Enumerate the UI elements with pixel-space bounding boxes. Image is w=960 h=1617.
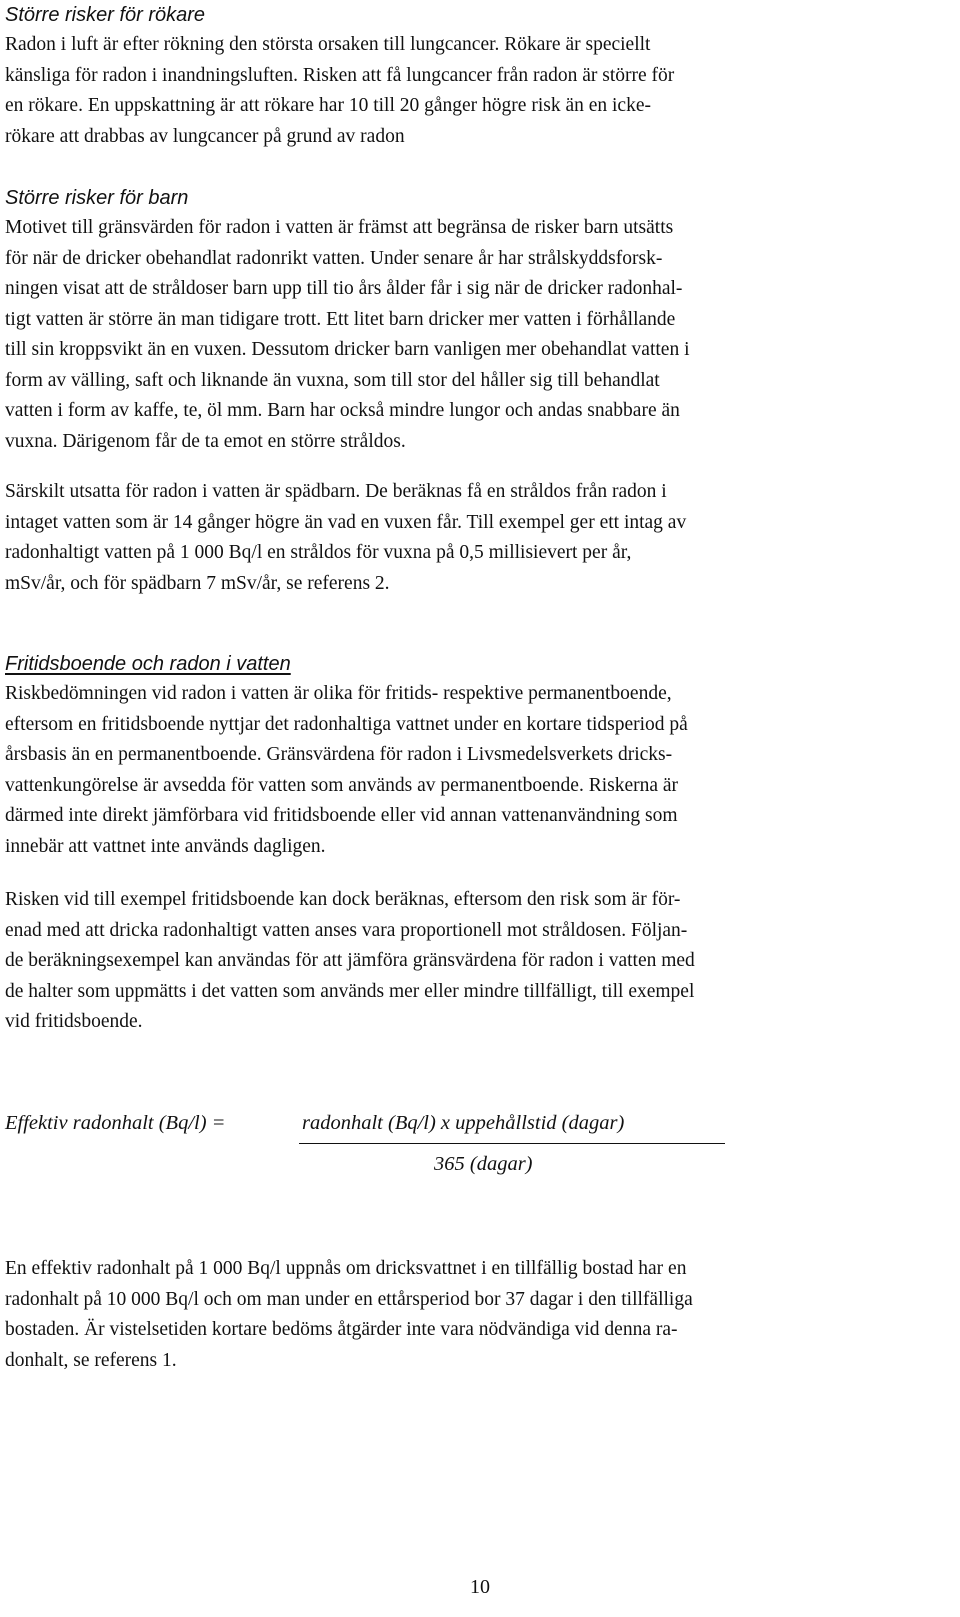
section-children (5, 183, 953, 457)
section-heading: Fritidsboende och radon i vatten (5, 653, 291, 675)
fraction-bar (299, 1143, 725, 1144)
section-heading: Större risker för rökare (5, 4, 206, 26)
paragraph-line: innebär att vattnet inte används dagligen. (5, 835, 326, 857)
paragraph-line: mSv/år, och för spädbarn 7 mSv/år, se referens 2. (5, 572, 390, 594)
paragraph-line: radonhalt på 10 000 Bq/l och om man under en ettårsperiod bor 37 dagar i den tillfälliga (5, 1288, 693, 1310)
paragraph-line: de halter som uppmätts i det vatten som används mer eller mindre tillfälligt, till exempel (5, 980, 695, 1002)
paragraph-line: bostaden. Är vistelsetiden kortare bedöms åtgärder inte vara nödvändiga vid denna ra- (5, 1319, 678, 1340)
section-heading: Större risker för barn (5, 187, 189, 209)
paragraph-line: vatten i form av kaffe, te, öl mm. Barn har också mindre lungor och andas snabbare än (5, 400, 680, 421)
section-calculation (5, 885, 953, 1038)
paragraph-line: En effektiv radonhalt på 1 000 Bq/l uppnås om dricksvattnet i en tillfällig bostad har en (5, 1258, 687, 1279)
paragraph-line: en rökare. En uppskattning är att rökare har 10 till 20 gånger högre risk än en icke- (5, 95, 651, 116)
radon-formula (5, 1112, 805, 1192)
paragraph-line: eftersom en fritidsboende nyttjar det radonhaltiga vattnet under en kortare tidsperiod på (5, 713, 688, 735)
paragraph-line: tigt vatten är större än man tidigare trott. Ett litet barn dricker mer vatten i förhållande (5, 308, 676, 330)
paragraph-line: till sin kroppsvikt än en vuxen. Dessutom dricker barn vanligen mer obehandlat vatten i (5, 339, 690, 360)
paragraph-line: de beräkningsexempel kan användas för att jämföra gränsvärdena för radon i vatten med (5, 950, 695, 971)
paragraph-line: Risken vid till exempel fritidsboende kan dock beräknas, eftersom den risk som är för- (5, 889, 681, 910)
paragraph-line: Särskilt utsatta för radon i vatten är spädbarn. De beräknas få en stråldos från radon i (5, 481, 667, 502)
section-smokers (5, 0, 953, 152)
section-infants (5, 477, 953, 599)
paragraph-line: vuxna. Därigenom får de ta emot en större stråldos. (5, 430, 406, 452)
paragraph-line: Riskbedömningen vid radon i vatten är olika för fritids- respektive permanentboende, (5, 683, 672, 704)
paragraph-line: Motivet till gränsvärden för radon i vatten är främst att begränsa de risker barn utsätts (5, 217, 674, 238)
paragraph-line: radonhaltigt vatten på 1 000 Bq/l en stråldos för vuxna på 0,5 millisievert per år, (5, 542, 632, 563)
formula-lhs: Effektiv radonhalt (Bq/l) = (5, 1112, 226, 1134)
section-example (5, 1254, 953, 1376)
paragraph-line: rökare att drabbas av lungcancer på grund av radon (5, 125, 405, 147)
paragraph-line: donhalt, se referens 1. (5, 1349, 177, 1371)
section-leisure (5, 649, 953, 862)
paragraph-line: form av välling, saft och liknande än vuxna, som till stor del håller sig till behandlat (5, 369, 660, 391)
paragraph-line: vid fritidsboende. (5, 1011, 143, 1032)
paragraph-line: ningen visat att de stråldoser barn upp till tio års ålder får i sig när de dricker radonhal- (5, 278, 683, 299)
paragraph-line: för när de dricker obehandlat radonrikt vatten. Under senare år har strålskyddsforsk- (5, 247, 663, 269)
page-number: 10 (470, 1576, 490, 1598)
paragraph-line: känsliga för radon i inandningsluften. Risken att få lungcancer från radon är större för (5, 64, 675, 86)
formula-numerator: radonhalt (Bq/l) x uppehållstid (dagar) (302, 1112, 625, 1134)
paragraph-line: enad med att dricka radonhaltigt vatten anses vara proportionell mot stråldosen. Följan- (5, 919, 688, 941)
paragraph-line: Radon i luft är efter rökning den största orsaken till lungcancer. Rökare är speciellt (5, 34, 651, 55)
formula-denominator: 365 (dagar) (434, 1153, 533, 1175)
paragraph-line: intaget vatten som är 14 gånger högre än vad en vuxen får. Till exempel ger ett intag av (5, 511, 687, 533)
paragraph-line: vattenkungörelse är avsedda för vatten som används av permanentboende. Riskerna är (5, 774, 679, 796)
paragraph-line: årsbasis än en permanentboende. Gränsvärdena för radon i Livsmedelsverkets dricks- (5, 744, 673, 765)
paragraph-line: därmed inte direkt jämförbara vid fritidsboende eller vid annan vattenanvändning som (5, 805, 678, 826)
